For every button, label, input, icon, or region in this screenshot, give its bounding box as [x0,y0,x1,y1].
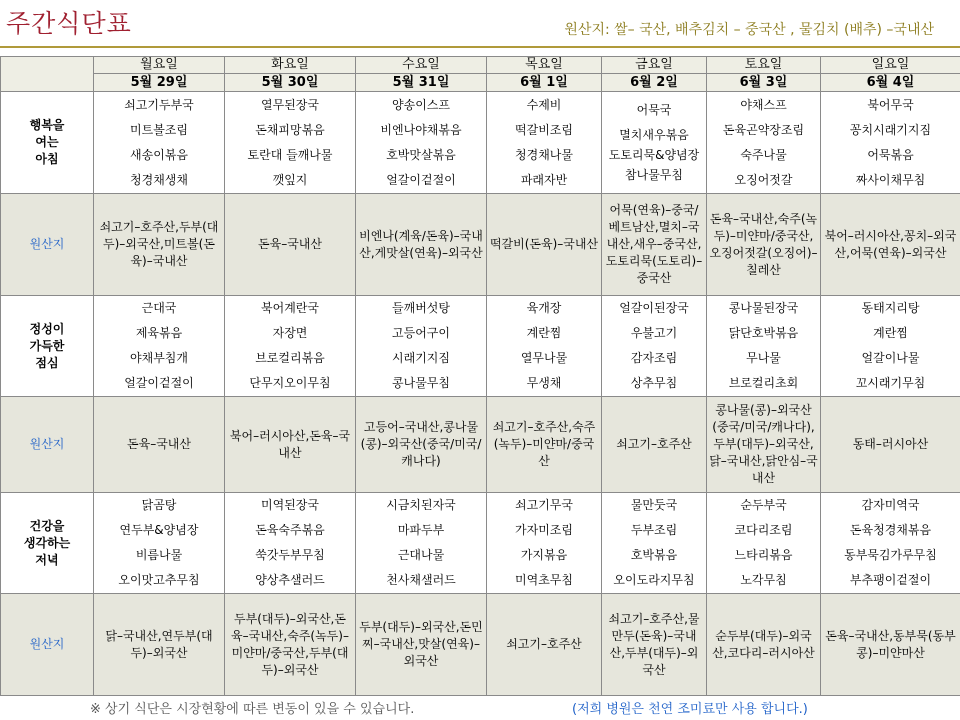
dish-item: 호박맛살볶음 [386,147,456,162]
dish-item: 어묵국 [636,102,672,117]
origin-label: 원산지 [1,594,94,696]
dish-list [356,493,486,593]
dish-item: 짜사이채무침 [855,172,926,187]
day-name: 수요일 [356,57,486,74]
dish-item: 오이도라지무침 [613,573,695,587]
title-divider [0,46,960,48]
dish-item: 콩나물무침 [392,376,450,390]
dish-list [707,296,820,396]
day-header [94,57,225,92]
dish-list [356,93,486,193]
origin-cell: 북어–러시아산,꽁치–외국산,어묵(연육)–외국산 [821,194,960,296]
origin-cell: 두부(대두)–외국산,돈민찌–국내산,맛살(연육)–외국산 [356,594,487,696]
rice-kimchi-origin-note: 원산지: 쌀– 국산, 배추김치 – 중국산 , 물김치 (배추) –국내산 [564,22,934,38]
dish-list [487,296,601,396]
dish-item: 노각무침 [740,573,787,587]
dish-item: 야채스프 [740,97,787,112]
day-name: 금요일 [602,57,706,74]
dish-item: 천사채샐러드 [386,573,456,587]
dish-item: 동태지리탕 [861,301,920,315]
origin-cell: 어묵(연육)–중국/베트남산,멸치–국내산,새우–중국산,도토리묵(도토리)–중국산 [602,194,707,296]
origin-row [1,594,960,696]
dish-item: 새송이볶음 [130,147,188,162]
origin-cell: 동태–러시아산 [821,397,960,493]
dish-item: 열무나물 [520,351,568,365]
menu-change-notice: ※ 상기 식단은 시장현황에 따른 변동이 있을 수 있습니다. [90,702,415,717]
day-header [602,57,707,92]
origin-cell: 콩나물(콩)–외국산(중국/미국/캐나다),두부(대두)–외국산,닭–국내산,닭안심–국내산 [707,397,821,493]
day-header [707,57,821,92]
dish-list [707,493,820,593]
dish-item: 양송이스프 [392,97,450,112]
dish-cell [487,493,602,594]
dish-list [225,296,355,396]
dish-list [487,493,601,593]
day-date: 6월 1일 [487,74,601,91]
origin-cell: 비엔나(계육/돈육)–국내산,게맛살(연육)–외국산 [356,194,487,296]
dish-item: 비엔나야채볶음 [380,122,462,137]
dish-item: 닭곰탕 [141,498,177,512]
dish-cell [225,92,356,194]
origin-cell: 북어–러시아산,돈육–국내산 [225,397,356,493]
origin-cell: 쇠고기–호주산,두부(대두)–외국산,미트볼(돈육)–국내산 [94,194,225,296]
dish-item: 근대나물 [397,548,445,562]
dish-item: 두부조림 [630,523,678,537]
meal-label: 건강을 생각하는 저녁 [1,493,94,594]
origin-cell: 돈육–국내산,동부묵(동부콩)–미얀마산 [821,594,960,696]
dish-item: 콩나물된장국 [728,301,799,315]
dish-list [225,493,355,593]
origin-cell: 쇠고기–호주산 [602,397,707,493]
dish-cell [225,493,356,594]
dish-item: 얼갈이나물 [861,351,920,365]
dish-item: 무나물 [746,351,781,365]
page-title: 주간식단표 [6,9,132,38]
dish-list [602,296,706,396]
dish-cell [356,92,487,194]
dish-item: 도토리묵&양념장 [608,147,700,162]
dish-item: 육개장 [526,301,562,315]
dish-item: 순두부국 [740,498,787,512]
origin-cell: 두부(대두)–외국산,돈육–국내산,숙주(녹두)–미얀마/중국산,두부(대두)–외국산 [225,594,356,696]
dish-item: 들깨버섯탕 [392,301,450,315]
dish-item: 토란대 들깨나물 [247,147,333,162]
dish-cell [94,296,225,397]
dish-item: 계란찜 [873,326,908,340]
dish-item: 자장면 [272,326,308,340]
day-header [356,57,487,92]
dish-item: 청경채생채 [130,172,188,187]
dish-cell [821,296,960,397]
dish-cell [602,493,707,594]
origin-row [1,397,960,493]
dish-item: 북어무국 [867,97,914,112]
dish-item: 어묵볶음 [867,147,914,162]
header-corner [1,57,94,92]
origin-cell: 쇠고기–호주산,숙주(녹두)–미얀마/중국산 [487,397,602,493]
dish-item: 물만둣국 [630,498,678,512]
dish-item: 수제비 [526,97,562,112]
origin-cell: 닭–국내산,연두부(대두)–외국산 [94,594,225,696]
meal-row [1,493,960,594]
dish-item: 마파두부 [397,523,445,537]
dish-item: 가지볶음 [520,548,568,562]
origin-cell: 돈육–국내산 [94,397,225,493]
dish-cell [487,296,602,397]
dish-item: 코다리조림 [734,523,793,537]
dish-item: 단무지오이무침 [249,376,331,390]
origin-cell: 쇠고기–호주산 [487,594,602,696]
origin-label: 원산지 [1,194,94,296]
dish-item: 느타리볶음 [734,548,793,562]
dish-item: 청경채나물 [515,147,573,162]
dish-item: 브로컬리볶음 [255,351,325,365]
dish-item: 쇠고기두부국 [124,97,194,112]
dish-item: 가자미조림 [515,523,573,537]
origin-cell: 떡갈비(돈육)–국내산 [487,194,602,296]
dish-item: 양상추샐러드 [255,573,325,587]
dish-item: 오징어젓갈 [734,172,793,187]
dish-item: 돈육곤약장조림 [722,122,805,137]
dish-cell [94,92,225,194]
day-date: 5월 29일 [94,74,224,91]
dish-item: 미역된장국 [261,498,319,512]
dish-cell [356,493,487,594]
day-name: 월요일 [94,57,224,74]
origin-cell: 돈육–국내산 [225,194,356,296]
dish-list [821,493,960,593]
day-date: 6월 2일 [602,74,706,91]
dish-list [94,493,224,593]
day-header-row [1,57,960,92]
natural-seasoning-notice: (저희 병원은 천연 조미료만 사용 합니다.) [572,702,808,717]
dish-item: 숙주나물 [740,147,787,162]
dish-cell [821,92,960,194]
dish-item: 상추무침 [630,376,678,390]
dish-item: 닭단호박볶음 [728,326,799,340]
dish-item: 브로컬리초회 [728,376,799,390]
dish-list [821,296,960,396]
day-date: 6월 3일 [707,74,820,91]
day-header [225,57,356,92]
dish-item: 고등어구이 [392,326,450,340]
dish-cell [707,493,821,594]
dish-item: 꼬시래기무침 [855,376,926,390]
dish-item: 감자미역국 [861,498,920,512]
dish-list [707,93,820,193]
dish-list [602,98,706,188]
day-header [821,57,960,92]
dish-item: 깻잎지 [272,172,308,187]
dish-list [487,93,601,193]
meal-row [1,296,960,397]
day-name: 화요일 [225,57,355,74]
dish-cell [487,92,602,194]
dish-item: 미트볼조림 [130,122,188,137]
dish-item: 감자조림 [630,351,678,365]
meal-label: 정성이 가득한 점심 [1,296,94,397]
dish-item: 동부묵김가루무침 [844,548,937,562]
dish-item: 연두부&양념장 [119,523,199,537]
dish-item: 꽁치시래기지짐 [849,122,932,137]
origin-cell: 순두부(대두)–외국산,코다리–러시아산 [707,594,821,696]
dish-item: 우불고기 [630,326,678,340]
dish-item: 야채부침개 [130,351,188,365]
dish-list [225,93,355,193]
dish-item: 열무된장국 [261,97,319,112]
dish-item: 쑥갓두부무침 [255,548,325,562]
dish-list [821,93,960,193]
dish-cell [94,493,225,594]
dish-item: 근대국 [141,301,177,315]
dish-cell [602,92,707,194]
dish-item: 부추팽이겉절이 [849,573,932,587]
dish-item: 돈육청경채볶음 [849,523,932,537]
dish-item: 돈육숙주볶음 [255,523,325,537]
day-name: 토요일 [707,57,820,74]
day-date: 5월 31일 [356,74,486,91]
origin-cell: 쇠고기–호주산,물만두(돈육)–국내산,두부(대두)–외국산 [602,594,707,696]
dish-list [602,493,706,593]
dish-item: 계란찜 [526,326,562,340]
day-date: 5월 30일 [225,74,355,91]
dish-cell [602,296,707,397]
dish-list [356,296,486,396]
day-date: 6월 4일 [821,74,960,91]
dish-item: 오이맛고추무침 [118,573,200,587]
dish-item: 얼갈이된장국 [619,301,689,315]
dish-list [94,296,224,396]
dish-item: 북어계란국 [261,301,319,315]
dish-cell [821,493,960,594]
day-header [487,57,602,92]
dish-item: 쇠고기무국 [515,498,573,512]
dish-item: 얼갈이겉절이 [386,172,456,187]
dish-item: 시금치된자국 [386,498,456,512]
dish-item: 파래자반 [520,172,568,187]
dish-item: 참나물무침 [625,167,683,182]
dish-item: 얼갈이겉절이 [124,376,194,390]
weekly-menu-table [0,56,960,696]
dish-cell [356,296,487,397]
day-name: 일요일 [821,57,960,74]
day-name: 목요일 [487,57,601,74]
meal-row [1,92,960,194]
dish-cell [707,296,821,397]
meal-label: 행복을 여는 아침 [1,92,94,194]
origin-cell: 돈육–국내산,숙주(녹두)–미얀마/중국산,오징어젓갈(오징어)–칠레산 [707,194,821,296]
dish-list [94,93,224,193]
dish-cell [707,92,821,194]
dish-item: 제육볶음 [135,326,183,340]
dish-item: 무생채 [526,376,562,390]
dish-item: 시래기지짐 [392,351,450,365]
origin-row [1,194,960,296]
dish-item: 호박볶음 [630,548,678,562]
dish-item: 멸치새우볶음 [619,127,689,142]
dish-item: 비름나물 [135,548,183,562]
dish-item: 돈채피망볶음 [255,122,325,137]
dish-item: 떡갈비조림 [515,122,573,137]
dish-cell [225,296,356,397]
dish-item: 미역초무침 [515,573,573,587]
origin-cell: 고등어–국내산,콩나물(콩)–외국산(중국/미국/캐나다) [356,397,487,493]
origin-label: 원산지 [1,397,94,493]
